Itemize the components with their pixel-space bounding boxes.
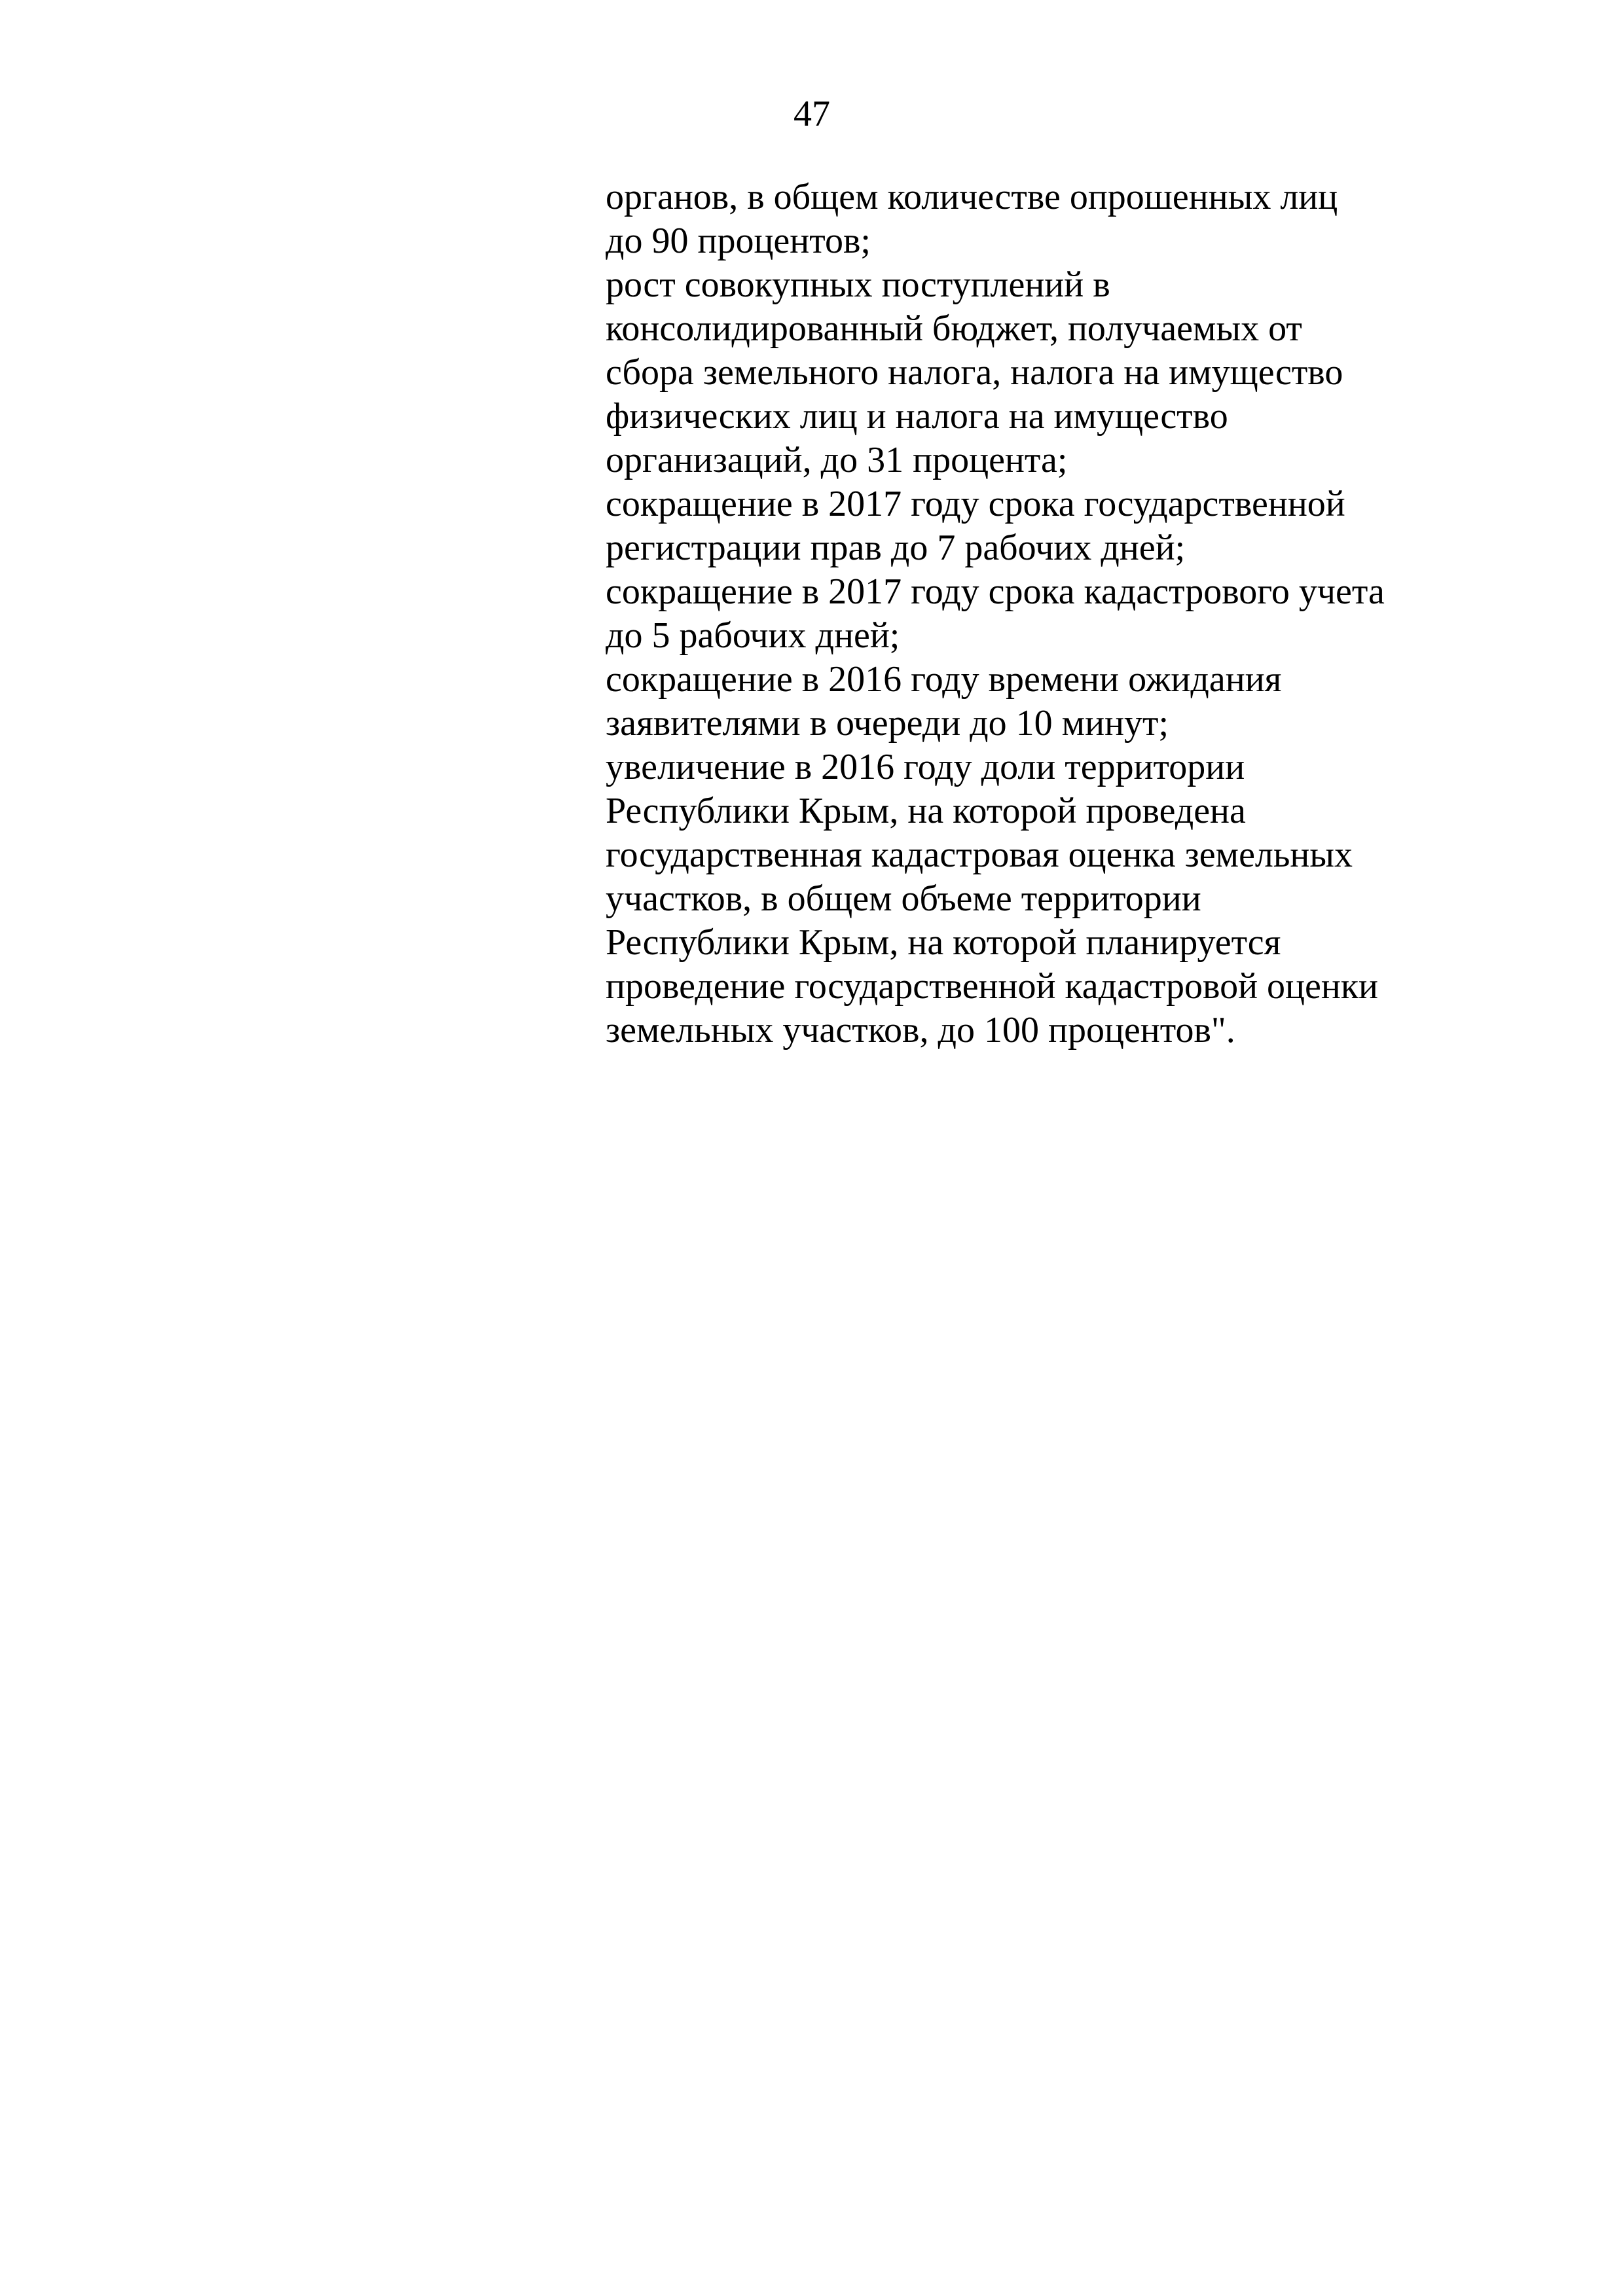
text-line: до 90 процентов; — [606, 221, 871, 261]
text-line: земельных участков, до 100 процентов". — [606, 1010, 1235, 1050]
text-line: консолидированный бюджет, получаемых от — [606, 308, 1302, 349]
text-line: сокращение в 2017 году срока государственной — [606, 484, 1345, 524]
text-line: организаций, до 31 процента; — [606, 440, 1068, 480]
text-line: Республики Крым, на которой проведена — [606, 791, 1246, 831]
body-text — [606, 175, 1457, 1052]
text-line: органов, в общем количестве опрошенных лиц — [606, 177, 1338, 217]
page-number: 47 — [793, 94, 830, 134]
text-line: проведение государственной кадастровой оценки — [606, 966, 1379, 1007]
text-line: Республики Крым, на которой планируется — [606, 922, 1281, 963]
text-line: рост совокупных поступлений в — [606, 264, 1110, 305]
text-line: сбора земельного налога, налога на имущество — [606, 352, 1343, 393]
text-line: участков, в общем объеме территории — [606, 878, 1201, 919]
text-line: увеличение в 2016 году доли территории — [606, 747, 1245, 787]
text-line: сокращение в 2017 году срока кадастрового учета — [606, 571, 1385, 612]
text-line: регистрации прав до 7 рабочих дней; — [606, 528, 1186, 568]
text-line: до 5 рабочих дней; — [606, 615, 900, 656]
text-line: сокращение в 2016 году времени ожидания — [606, 659, 1282, 700]
text-line: заявителями в очереди до 10 минут; — [606, 703, 1169, 744]
text-line: государственная кадастровая оценка земельных — [606, 834, 1353, 875]
text-line: физических лиц и налога на имущество — [606, 396, 1228, 437]
